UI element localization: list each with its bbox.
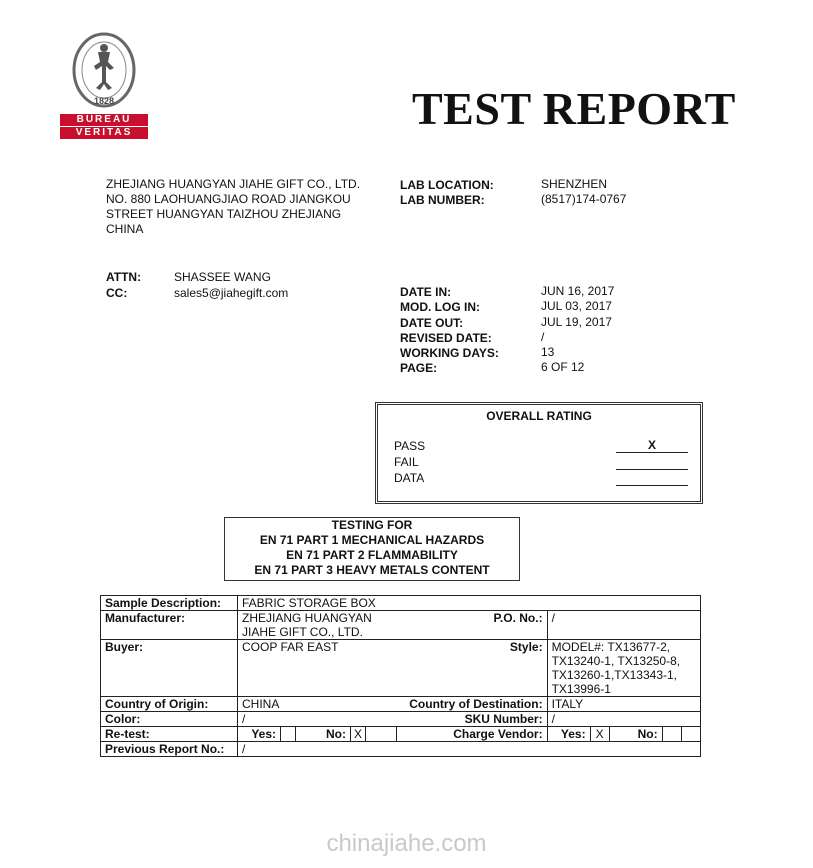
- po-value: /: [547, 611, 700, 640]
- testing-item: EN 71 PART 2 FLAMMABILITY: [286, 548, 458, 562]
- date-in-label: DATE IN:: [400, 285, 452, 299]
- working-days-value: 13: [541, 345, 555, 359]
- testing-for-box: [224, 517, 520, 581]
- retest-yes-box: [281, 727, 296, 741]
- sample-info-table: [100, 595, 701, 757]
- mod-log-in-value: JUL 03, 2017: [541, 299, 612, 313]
- fail-mark: [616, 455, 688, 470]
- table-row: [101, 712, 701, 727]
- revised-date-value: /: [541, 330, 545, 344]
- po-label: P.O. No.:: [396, 611, 547, 640]
- date-out-value: JUL 19, 2017: [541, 315, 612, 329]
- vendor-no-label: No:: [609, 727, 662, 741]
- page-value: 6 OF 12: [541, 360, 585, 374]
- sample-description-label: Sample Description:: [101, 596, 238, 611]
- country-origin-label: Country of Origin:: [101, 697, 238, 712]
- charge-vendor-label: Charge Vendor:: [396, 727, 547, 742]
- retest-label: Re-test:: [101, 727, 238, 742]
- lab-number-value: (8517)174-0767: [541, 192, 627, 206]
- country-destination-label: Country of Destination:: [396, 697, 547, 712]
- table-row: [101, 611, 701, 640]
- address-line: CHINA: [106, 222, 144, 236]
- lab-location-value: SHENZHEN: [541, 177, 608, 191]
- retest-yes-label: Yes:: [238, 727, 281, 741]
- lab-location-label: LAB LOCATION:: [400, 178, 494, 192]
- sku-number-label: SKU Number:: [396, 712, 547, 727]
- cc-value: sales5@jiahegift.com: [174, 286, 289, 300]
- address-line: STREET HUANGYAN TAIZHOU ZHEJIANG: [106, 207, 342, 221]
- attn-value: SHASSEE WANG: [174, 270, 271, 284]
- color-value: /: [238, 712, 397, 727]
- charge-vendor-options: [547, 727, 700, 742]
- client-address: [106, 177, 381, 237]
- mod-log-in-label: MOD. LOG IN:: [400, 300, 480, 314]
- sample-description-value: FABRIC STORAGE BOX: [238, 596, 701, 611]
- data-mark: [616, 471, 688, 486]
- data-label: DATA: [394, 471, 425, 485]
- style-value: MODEL#: TX13677-2, TX13240-1, TX13250-8, TX13260-1,TX13343-1, TX13996-1: [547, 640, 700, 697]
- attn-label: ATTN:: [106, 270, 142, 284]
- retest-no-label: No:: [296, 727, 351, 741]
- vendor-yes-label: Yes:: [548, 727, 591, 741]
- report-title: TEST REPORT: [412, 83, 736, 134]
- testing-item: EN 71 PART 3 HEAVY METALS CONTENT: [254, 563, 490, 577]
- table-row: [101, 727, 701, 742]
- watermark: chinajiahe.com: [326, 830, 487, 857]
- pass-label: PASS: [394, 439, 426, 453]
- logo-year: 1828: [93, 96, 115, 106]
- manufacturer-label: Manufacturer:: [101, 611, 238, 640]
- country-destination-value: ITALY: [547, 697, 700, 712]
- country-origin-value: CHINA: [238, 697, 397, 712]
- buyer-label: Buyer:: [101, 640, 238, 697]
- table-row: [101, 596, 701, 611]
- working-days-label: WORKING DAYS:: [400, 346, 499, 360]
- revised-date-label: REVISED DATE:: [400, 331, 492, 345]
- cc-label: CC:: [106, 286, 128, 300]
- previous-report-label: Previous Report No.:: [101, 742, 238, 757]
- retest-options: [238, 727, 397, 742]
- sku-number-value: /: [547, 712, 700, 727]
- overall-rating-box: [377, 404, 701, 502]
- table-row: [101, 697, 701, 712]
- testing-title: TESTING FOR: [331, 518, 413, 532]
- pass-mark: X: [616, 438, 688, 453]
- vendor-yes-box: X: [590, 727, 609, 741]
- date-in-value: JUN 16, 2017: [541, 284, 615, 298]
- manufacturer-value: ZHEJIANG HUANGYAN JIAHE GIFT CO., LTD.: [238, 611, 397, 640]
- bureau-veritas-logo: [58, 32, 150, 140]
- testing-item: EN 71 PART 1 MECHANICAL HAZARDS: [259, 533, 485, 547]
- previous-report-value: /: [238, 742, 701, 757]
- retest-no-box: X: [351, 727, 366, 741]
- page-label: PAGE:: [400, 361, 438, 375]
- overall-rating-title: OVERALL RATING: [486, 409, 592, 423]
- address-line: ZHEJIANG HUANGYAN JIAHE GIFT CO., LTD.: [106, 177, 361, 191]
- address-line: NO. 880 LAOHUANGJIAO ROAD JIANGKOU: [106, 192, 351, 206]
- style-label: Style:: [396, 640, 547, 697]
- vendor-no-box: [662, 727, 681, 741]
- table-row: [101, 742, 701, 757]
- table-row: [101, 640, 701, 697]
- color-label: Color:: [101, 712, 238, 727]
- buyer-value: COOP FAR EAST: [238, 640, 397, 697]
- date-out-label: DATE OUT:: [400, 316, 464, 330]
- logo-brand-top: BUREAU: [60, 114, 148, 126]
- fail-label: FAIL: [394, 455, 419, 469]
- logo-brand-bottom: VERITAS: [60, 127, 148, 139]
- lab-number-label: LAB NUMBER:: [400, 193, 485, 207]
